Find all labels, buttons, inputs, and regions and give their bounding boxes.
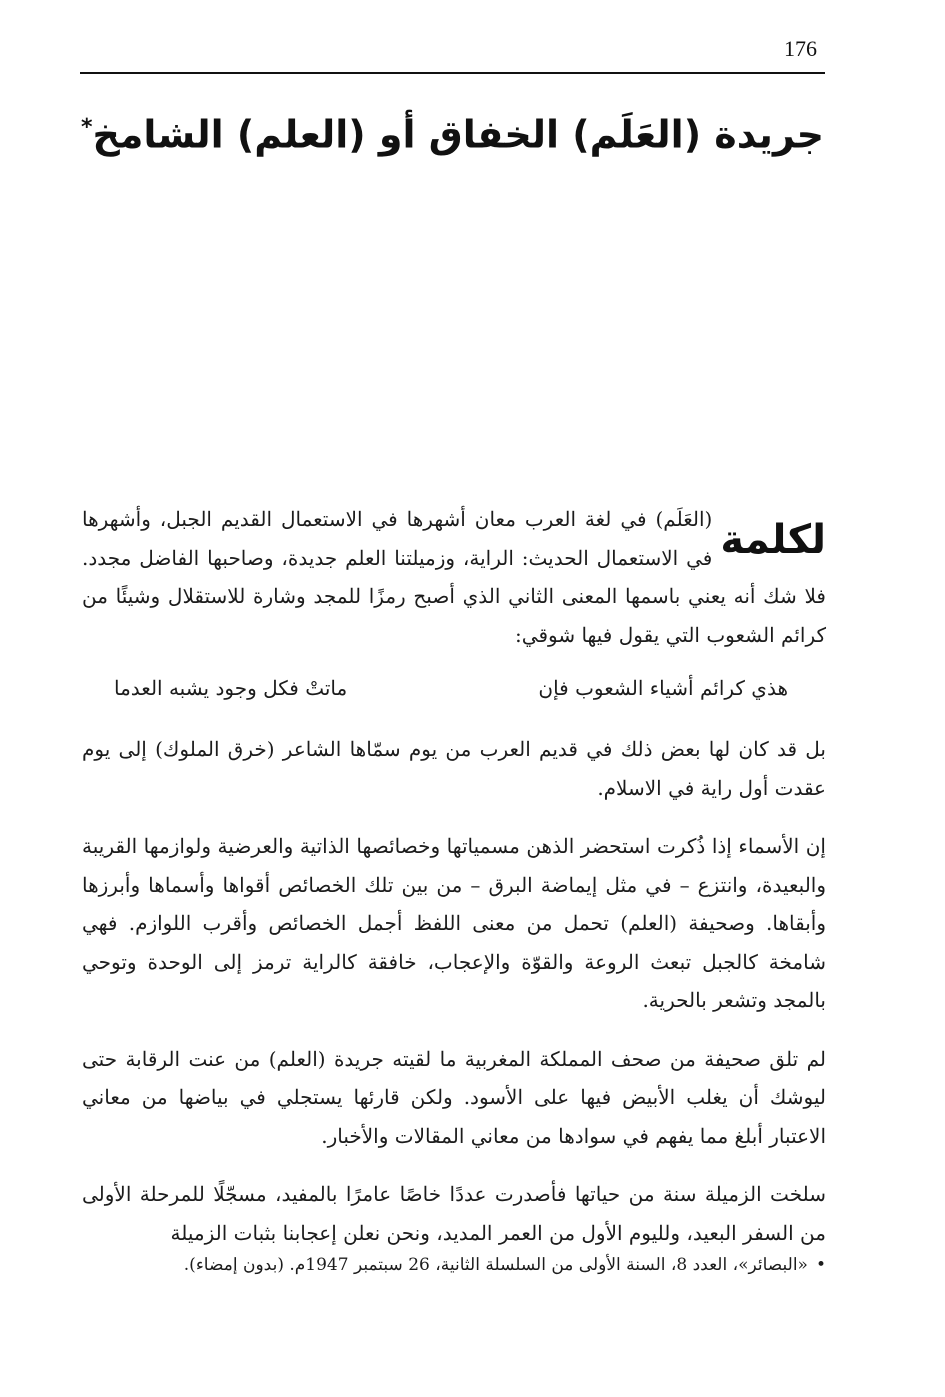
page-title (80, 100, 825, 163)
dropcap-word: لكلمة (720, 517, 826, 563)
page-title-text: جريدة (العَلَم) الخفاق أو (العلم) الشامخ (92, 112, 824, 157)
footnote-text: «البصائر»، العدد 8، السنة الأولى من السلسلة الثانية، 26 سبتمبر 1947م. (بدون إمضاء). (183, 1255, 808, 1275)
header-rule (80, 72, 825, 74)
article-body (82, 500, 826, 1272)
poetry-verse (82, 668, 826, 708)
footnote-marker: * (81, 115, 93, 140)
paragraph-4: لم تلق صحيفة من صحف المملكة المغربية ما لقيته جريدة (العلم) من عنت الرقابة حتى ليوشك أن يغلب الأبيض فيها على الأسود. ولكن قارئها يستجلي في بياضها من معاني الاعتبار أبلغ مما يفهم في سوادها من معاني المقالات والأخبار. (82, 1046, 826, 1148)
paragraph-1 (82, 500, 826, 654)
page-number: 176 (784, 36, 817, 61)
paragraph-1-text: (العَلَم) في لغة العرب معان أشهرها في الاستعمال القديم الجبل، وأشهرها في الاستعمال الحديث: الراية، وزميلتنا العلم جديدة، وصاحبها الفاضل مجدد. فلا شك أنه يعني باسمها المعنى الثاني الذي أصبح رمزًا للمجد وشارة للاستقلال وشيئًا من كرائم الشعوب التي يقول فيها شوقي: (82, 507, 826, 647)
verse-second-hemistich: ماتتْ فكل وجود يشبه العدما (114, 676, 348, 700)
paragraph-3: إن الأسماء إذا ذُكرت استحضر الذهن مسمياتها وخصائصها الذاتية والعرضية ولوازمها القريبة والبعيدة، وانتزع – في مثل إيماضة البرق – من بين تلك الخصائص أقواها وأسماها وأبرزها وأبقاها. وصحيفة (العلم) تحمل من معنى اللفظ أجمل الخصائص وأقرب اللوازم. فهي شامخة كالجبل تبعث الروعة والقوّة والإعجاب، خافقة كالراية ترمز إلى الوحدة وتوحي بالمجد وتشعر بالحرية. (82, 834, 826, 1012)
paragraph-5: سلخت الزميلة سنة من حياتها فأصدرت عددًا خاصًا عامرًا بالمفيد، مسجّلًا للمرحلة الأولى من السفر البعيد، ولليوم الأول من العمر المديد، ونحن نعلن إعجابنا بثبات الزميلة (82, 1182, 826, 1245)
footnote-bullet: • (815, 1255, 826, 1275)
verse-first-hemistich: هذي كرائم أشياء الشعوب فإن (538, 676, 788, 700)
footnote (82, 1252, 826, 1278)
paragraph-2: بل قد كان لها بعض ذلك في قديم العرب من يوم سمّاها الشاعر (خرق الملوك) إلى يوم عقدت أول راية في الاسلام. (82, 737, 826, 800)
